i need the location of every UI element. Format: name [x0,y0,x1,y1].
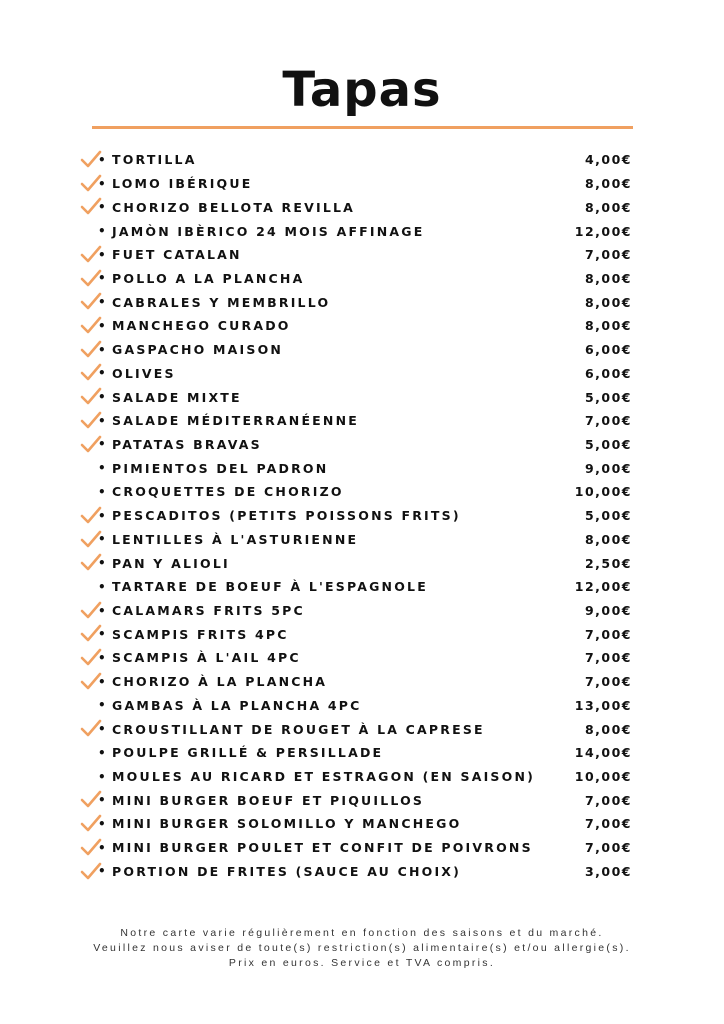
item-name: LOMO IBÉRIQUE [112,176,253,192]
item-price: 8,00€ [584,721,632,737]
bullet-icon: • [98,318,108,333]
item-name: CHORIZO À LA PLANCHA [112,674,328,690]
bullet-icon: • [98,627,108,642]
menu-item [80,622,632,646]
item-name: CHORIZO BELLOTA REVILLA [112,199,356,215]
item-price: 7,00€ [584,413,632,429]
item-price: 7,00€ [584,247,632,263]
bullet-icon: • [98,532,108,547]
item-price: 9,00€ [584,603,632,619]
footer-note [0,926,724,971]
bullet-icon: • [98,176,108,191]
menu-item [80,551,632,575]
menu-item [80,338,632,362]
item-name: POLLO A LA PLANCHA [112,270,305,286]
menu-item [80,717,632,741]
menu-item [80,290,632,314]
item-price: 10,00€ [574,769,632,785]
bullet-icon: • [98,674,108,689]
menu-item [80,670,632,694]
menu-item [80,314,632,338]
item-name: MINI BURGER POULET ET CONFIT DE POIVRONS [112,840,533,856]
menu-item [80,599,632,623]
item-price: 8,00€ [584,531,632,547]
item-price: 8,00€ [584,176,632,192]
item-name: TARTARE DE BOEUF À L'ESPAGNOLE [112,579,428,595]
menu-item [80,860,632,884]
item-name: PIMIENTOS DEL PADRON [112,460,329,476]
menu-item [80,195,632,219]
bullet-icon: • [98,745,108,760]
menu-item [80,361,632,385]
bullet-icon: • [98,579,108,594]
footer-line: Notre carte varie régulièrement en fonction des saisons et du marché. [120,927,604,939]
menu-item [80,646,632,670]
bullet-icon: • [98,793,108,808]
item-name: CALAMARS FRITS 5PC [112,603,305,619]
item-price: 12,00€ [574,223,632,239]
item-name: PATATAS BRAVAS [112,436,262,452]
item-price: 7,00€ [584,816,632,832]
menu-item [80,219,632,243]
item-price: 3,00€ [584,863,632,879]
item-name: CROUSTILLANT DE ROUGET À LA CAPRESE [112,721,485,737]
item-name: SALADE MÉDITERRANÉENNE [112,413,359,429]
bullet-icon: • [98,840,108,855]
footer-line: Prix en euros. Service et TVA compris. [228,957,496,969]
menu-item [80,575,632,599]
item-name: GAMBAS À LA PLANCHA 4PC [112,697,362,713]
bullet-icon: • [98,722,108,737]
item-name: MINI BURGER BOEUF ET PIQUILLOS [112,792,425,808]
menu-item [80,741,632,765]
bullet-icon: • [98,437,108,452]
menu-item [80,172,632,196]
bullet-icon: • [98,769,108,784]
item-price: 14,00€ [574,745,632,761]
bullet-icon: • [98,342,108,357]
bullet-icon: • [98,484,108,499]
item-name: GASPACHO MAISON [112,342,284,358]
bullet-icon: • [98,295,108,310]
bullet-icon: • [98,390,108,405]
item-name: JAMÒN IBÈRICO 24 MOIS AFFINAGE [112,223,425,239]
menu-item [80,243,632,267]
bullet-icon: • [98,461,108,476]
item-name: MOULES AU RICARD ET ESTRAGON (EN SAISON) [112,769,536,785]
item-name: SALADE MIXTE [112,389,242,405]
item-name: PESCADITOS (PETITS POISSONS FRITS) [112,508,461,524]
item-name: CABRALES Y MEMBRILLO [112,294,331,310]
menu-item [80,694,632,718]
bullet-icon: • [98,366,108,381]
menu-item [80,433,632,457]
menu-item [80,456,632,480]
bullet-icon: • [98,556,108,571]
title-divider [92,126,633,129]
item-price: 13,00€ [574,697,632,713]
bullet-icon: • [98,200,108,215]
item-price: 4,00€ [584,152,632,168]
item-price: 6,00€ [584,365,632,381]
item-price: 6,00€ [584,342,632,358]
item-name: LENTILLES À L'ASTURIENNE [112,531,359,547]
bullet-icon: • [98,413,108,428]
item-name: SCAMPIS FRITS 4PC [112,626,289,642]
bullet-icon: • [98,508,108,523]
menu-item [80,148,632,172]
tapas-list [80,148,632,883]
bullet-icon: • [98,152,108,167]
item-name: PAN Y ALIOLI [112,555,230,571]
footer-line: Veuillez nous aviser de toute(s) restriction(s) alimentaire(s) et/ou allergie(s). [93,942,631,954]
item-name: PORTION DE FRITES (SAUCE AU CHOIX) [112,863,462,879]
menu-item [80,409,632,433]
item-price: 10,00€ [574,484,632,500]
bullet-icon: • [98,247,108,262]
item-price: 7,00€ [584,674,632,690]
bullet-icon: • [98,816,108,831]
item-price: 5,00€ [584,436,632,452]
item-price: 5,00€ [584,389,632,405]
item-price: 5,00€ [584,508,632,524]
bullet-icon: • [98,224,108,239]
menu-item [80,267,632,291]
menu-item [80,480,632,504]
menu-item [80,836,632,860]
menu-item [80,812,632,836]
item-name: SCAMPIS À L'AIL 4PC [112,650,301,666]
page-title: Tapas [282,62,442,118]
item-price: 2,50€ [584,555,632,571]
item-name: OLIVES [112,365,176,381]
item-price: 9,00€ [584,460,632,476]
item-name: CROQUETTES DE CHORIZO [112,484,344,500]
item-price: 8,00€ [584,270,632,286]
menu-item [80,385,632,409]
item-price: 8,00€ [584,318,632,334]
item-name: POULPE GRILLÉ & PERSILLADE [112,745,384,761]
item-price: 8,00€ [584,199,632,215]
menu-item [80,788,632,812]
item-price: 12,00€ [574,579,632,595]
bullet-icon: • [98,698,108,713]
item-name: FUET CATALAN [112,247,242,263]
bullet-icon: • [98,864,108,879]
bullet-icon: • [98,650,108,665]
item-name: MANCHEGO CURADO [112,318,291,334]
item-price: 8,00€ [584,294,632,310]
item-price: 7,00€ [584,626,632,642]
bullet-icon: • [98,603,108,618]
item-price: 7,00€ [584,840,632,856]
item-price: 7,00€ [584,650,632,666]
item-price: 7,00€ [584,792,632,808]
menu-item [80,528,632,552]
item-name: TORTILLA [112,152,197,168]
menu-item [80,765,632,789]
menu-item [80,504,632,528]
bullet-icon: • [98,271,108,286]
item-name: MINI BURGER SOLOMILLO Y MANCHEGO [112,816,462,832]
